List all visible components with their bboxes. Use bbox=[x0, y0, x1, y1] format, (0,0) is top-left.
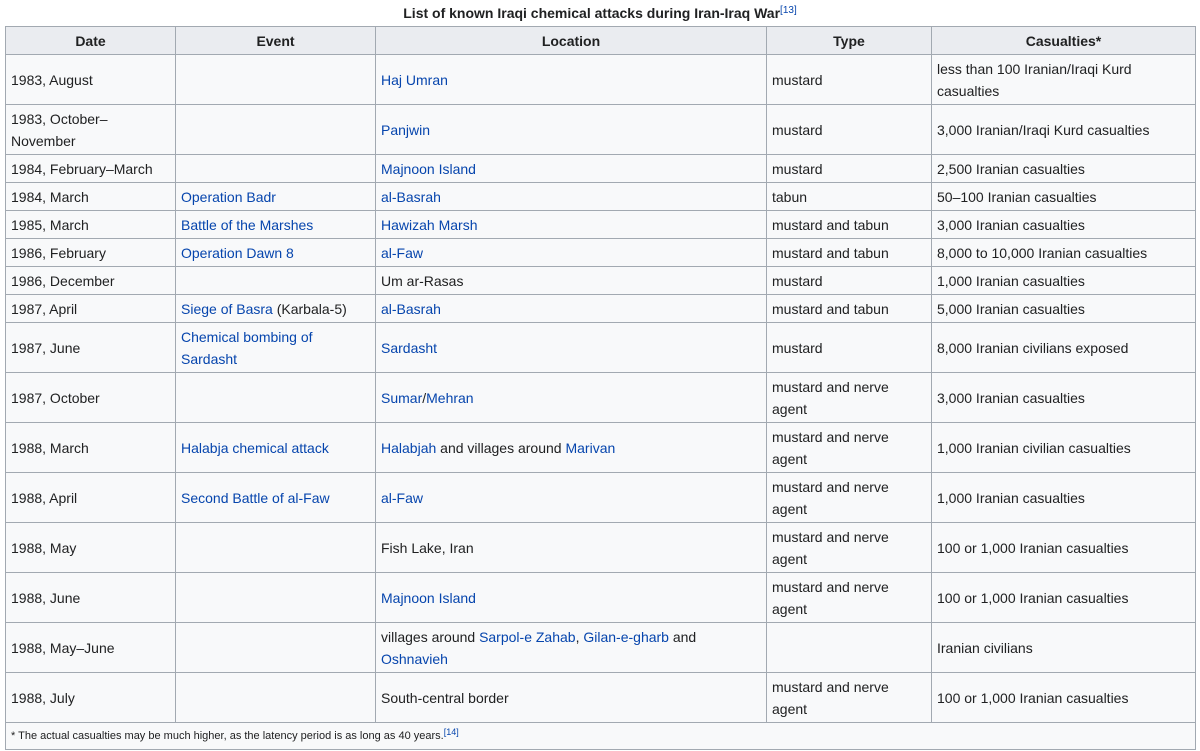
cell-type: mustard and tabun bbox=[767, 295, 932, 323]
cell-casualties: 100 or 1,000 Iranian casualties bbox=[932, 523, 1196, 573]
table-row bbox=[6, 105, 1196, 155]
table-row bbox=[6, 239, 1196, 267]
table-row bbox=[6, 323, 1196, 373]
cell-date: 1988, May–June bbox=[6, 623, 176, 673]
location-link[interactable]: Hawizah Marsh bbox=[381, 216, 478, 233]
cell-location bbox=[376, 623, 767, 673]
table-row bbox=[6, 155, 1196, 183]
cell-location bbox=[376, 239, 767, 267]
cell-casualties: 3,000 Iranian casualties bbox=[932, 373, 1196, 423]
cell-type: mustard and nerve agent bbox=[767, 423, 932, 473]
location-link[interactable]: Haj Umran bbox=[381, 71, 448, 88]
cell-location bbox=[376, 211, 767, 239]
cell-date: 1987, October bbox=[6, 373, 176, 423]
table-caption bbox=[0, 0, 1200, 26]
column-header-date[interactable]: Date bbox=[6, 27, 176, 55]
cell-location bbox=[376, 295, 767, 323]
cell-event bbox=[176, 523, 376, 573]
footnote-reference-link[interactable]: [14] bbox=[443, 727, 459, 737]
cell-type: mustard and nerve agent bbox=[767, 473, 932, 523]
event-text: (Karbala-5) bbox=[272, 300, 347, 317]
cell-date: 1988, March bbox=[6, 423, 176, 473]
footnote-cell bbox=[6, 723, 1196, 750]
cell-date: 1988, April bbox=[6, 473, 176, 523]
cell-date: 1986, December bbox=[6, 267, 176, 295]
cell-date: 1983, August bbox=[6, 55, 176, 105]
location-text: and bbox=[668, 628, 697, 645]
cell-date: 1984, February–March bbox=[6, 155, 176, 183]
location-link[interactable]: Majnoon Island bbox=[381, 589, 476, 606]
location-text: and villages around bbox=[436, 439, 566, 456]
cell-casualties: 8,000 Iranian civilians exposed bbox=[932, 323, 1196, 373]
location-text: , bbox=[575, 628, 584, 645]
event-link[interactable]: Battle of the Marshes bbox=[181, 216, 314, 233]
chemical-attacks-table bbox=[5, 26, 1196, 750]
cell-type: mustard bbox=[767, 105, 932, 155]
location-link[interactable]: Marivan bbox=[565, 439, 616, 456]
cell-location bbox=[376, 373, 767, 423]
cell-event bbox=[176, 673, 376, 723]
caption-reference-link[interactable]: [13] bbox=[780, 5, 797, 16]
location-text: Um ar-Rasas bbox=[381, 272, 464, 289]
cell-event bbox=[176, 55, 376, 105]
cell-event bbox=[176, 323, 376, 373]
cell-location bbox=[376, 155, 767, 183]
location-link[interactable]: Majnoon Island bbox=[381, 160, 476, 177]
cell-type bbox=[767, 623, 932, 673]
cell-event bbox=[176, 239, 376, 267]
cell-casualties: 5,000 Iranian casualties bbox=[932, 295, 1196, 323]
cell-location bbox=[376, 267, 767, 295]
cell-type: tabun bbox=[767, 183, 932, 211]
table-row bbox=[6, 211, 1196, 239]
location-link[interactable]: Mehran bbox=[426, 389, 474, 406]
header-row bbox=[6, 27, 1196, 55]
cell-type: mustard bbox=[767, 267, 932, 295]
cell-casualties: less than 100 Iranian/Iraqi Kurd casualties bbox=[932, 55, 1196, 105]
cell-event bbox=[176, 423, 376, 473]
cell-event bbox=[176, 105, 376, 155]
cell-location bbox=[376, 523, 767, 573]
table-row bbox=[6, 573, 1196, 623]
cell-type: mustard and nerve agent bbox=[767, 373, 932, 423]
table-row bbox=[6, 523, 1196, 573]
location-link[interactable]: Sardasht bbox=[381, 339, 438, 356]
table-row bbox=[6, 473, 1196, 523]
cell-date: 1983, October–November bbox=[6, 105, 176, 155]
location-text: South-central border bbox=[381, 689, 509, 706]
table-row bbox=[6, 183, 1196, 211]
cell-date: 1985, March bbox=[6, 211, 176, 239]
cell-event bbox=[176, 155, 376, 183]
event-link[interactable]: Halabja chemical attack bbox=[181, 439, 329, 456]
cell-location bbox=[376, 473, 767, 523]
location-link[interactable]: al-Faw bbox=[381, 244, 424, 261]
cell-event bbox=[176, 183, 376, 211]
cell-event bbox=[176, 267, 376, 295]
cell-date: 1984, March bbox=[6, 183, 176, 211]
cell-type: mustard and tabun bbox=[767, 239, 932, 267]
table-row bbox=[6, 623, 1196, 673]
cell-event bbox=[176, 623, 376, 673]
cell-casualties: 1,000 Iranian casualties bbox=[932, 473, 1196, 523]
location-link[interactable]: al-Basrah bbox=[381, 188, 441, 205]
cell-casualties: Iranian civilians bbox=[932, 623, 1196, 673]
location-link[interactable]: Panjwin bbox=[381, 121, 431, 138]
event-link[interactable]: Chemical bombing of Sardasht bbox=[181, 328, 313, 367]
footnote-text: * The actual casualties may be much higher, as the latency period is as long as 40 years. bbox=[11, 730, 444, 742]
cell-type: mustard bbox=[767, 155, 932, 183]
cell-event bbox=[176, 573, 376, 623]
location-link[interactable]: al-Basrah bbox=[381, 300, 441, 317]
location-text: Fish Lake, Iran bbox=[381, 539, 474, 556]
table-row bbox=[6, 267, 1196, 295]
cell-casualties: 3,000 Iranian casualties bbox=[932, 211, 1196, 239]
cell-location bbox=[376, 183, 767, 211]
cell-event bbox=[176, 373, 376, 423]
cell-casualties: 1,000 Iranian casualties bbox=[932, 267, 1196, 295]
cell-date: 1986, February bbox=[6, 239, 176, 267]
location-link[interactable]: al-Faw bbox=[381, 489, 424, 506]
cell-date: 1988, May bbox=[6, 523, 176, 573]
cell-event bbox=[176, 473, 376, 523]
cell-date: 1987, April bbox=[6, 295, 176, 323]
caption-text: List of known Iraqi chemical attacks during Iran-Iraq War bbox=[403, 5, 781, 21]
location-link[interactable]: Oshnavieh bbox=[381, 650, 448, 667]
cell-casualties: 2,500 Iranian casualties bbox=[932, 155, 1196, 183]
cell-type: mustard and tabun bbox=[767, 211, 932, 239]
cell-casualties: 50–100 Iranian casualties bbox=[932, 183, 1196, 211]
cell-type: mustard and nerve agent bbox=[767, 573, 932, 623]
cell-location bbox=[376, 105, 767, 155]
location-text: villages around bbox=[381, 628, 480, 645]
location-link[interactable]: Gilan-e-gharb bbox=[583, 628, 669, 645]
footnote-row bbox=[6, 723, 1196, 750]
cell-type: mustard and nerve agent bbox=[767, 523, 932, 573]
column-header-location[interactable]: Location bbox=[376, 27, 767, 55]
table-row bbox=[6, 55, 1196, 105]
cell-date: 1988, July bbox=[6, 673, 176, 723]
cell-location bbox=[376, 55, 767, 105]
cell-date: 1987, June bbox=[6, 323, 176, 373]
table-body bbox=[6, 55, 1196, 723]
table-row bbox=[6, 673, 1196, 723]
cell-type: mustard and nerve agent bbox=[767, 673, 932, 723]
table-row bbox=[6, 295, 1196, 323]
table-row bbox=[6, 423, 1196, 473]
event-link[interactable]: Operation Dawn 8 bbox=[181, 244, 294, 261]
table-row bbox=[6, 373, 1196, 423]
location-link[interactable]: Sarpol-e Zahab bbox=[479, 628, 576, 645]
cell-location bbox=[376, 573, 767, 623]
cell-location bbox=[376, 423, 767, 473]
cell-casualties: 100 or 1,000 Iranian casualties bbox=[932, 573, 1196, 623]
cell-location bbox=[376, 673, 767, 723]
cell-event bbox=[176, 211, 376, 239]
column-header-casualties[interactable]: Casualties* bbox=[932, 27, 1196, 55]
cell-type: mustard bbox=[767, 55, 932, 105]
cell-casualties: 1,000 Iranian civilian casualties bbox=[932, 423, 1196, 473]
location-link[interactable]: Sumar bbox=[381, 389, 423, 406]
cell-type: mustard bbox=[767, 323, 932, 373]
column-header-type[interactable]: Type bbox=[767, 27, 932, 55]
cell-date: 1988, June bbox=[6, 573, 176, 623]
event-link[interactable]: Siege of Basra bbox=[181, 300, 273, 317]
cell-location bbox=[376, 323, 767, 373]
event-link[interactable]: Second Battle of al-Faw bbox=[181, 489, 330, 506]
cell-event bbox=[176, 295, 376, 323]
cell-casualties: 8,000 to 10,000 Iranian casualties bbox=[932, 239, 1196, 267]
cell-casualties: 100 or 1,000 Iranian casualties bbox=[932, 673, 1196, 723]
cell-casualties: 3,000 Iranian/Iraqi Kurd casualties bbox=[932, 105, 1196, 155]
column-header-event[interactable]: Event bbox=[176, 27, 376, 55]
event-link[interactable]: Operation Badr bbox=[181, 188, 276, 205]
location-text: / bbox=[422, 389, 427, 406]
location-link[interactable]: Halabjah bbox=[381, 439, 437, 456]
